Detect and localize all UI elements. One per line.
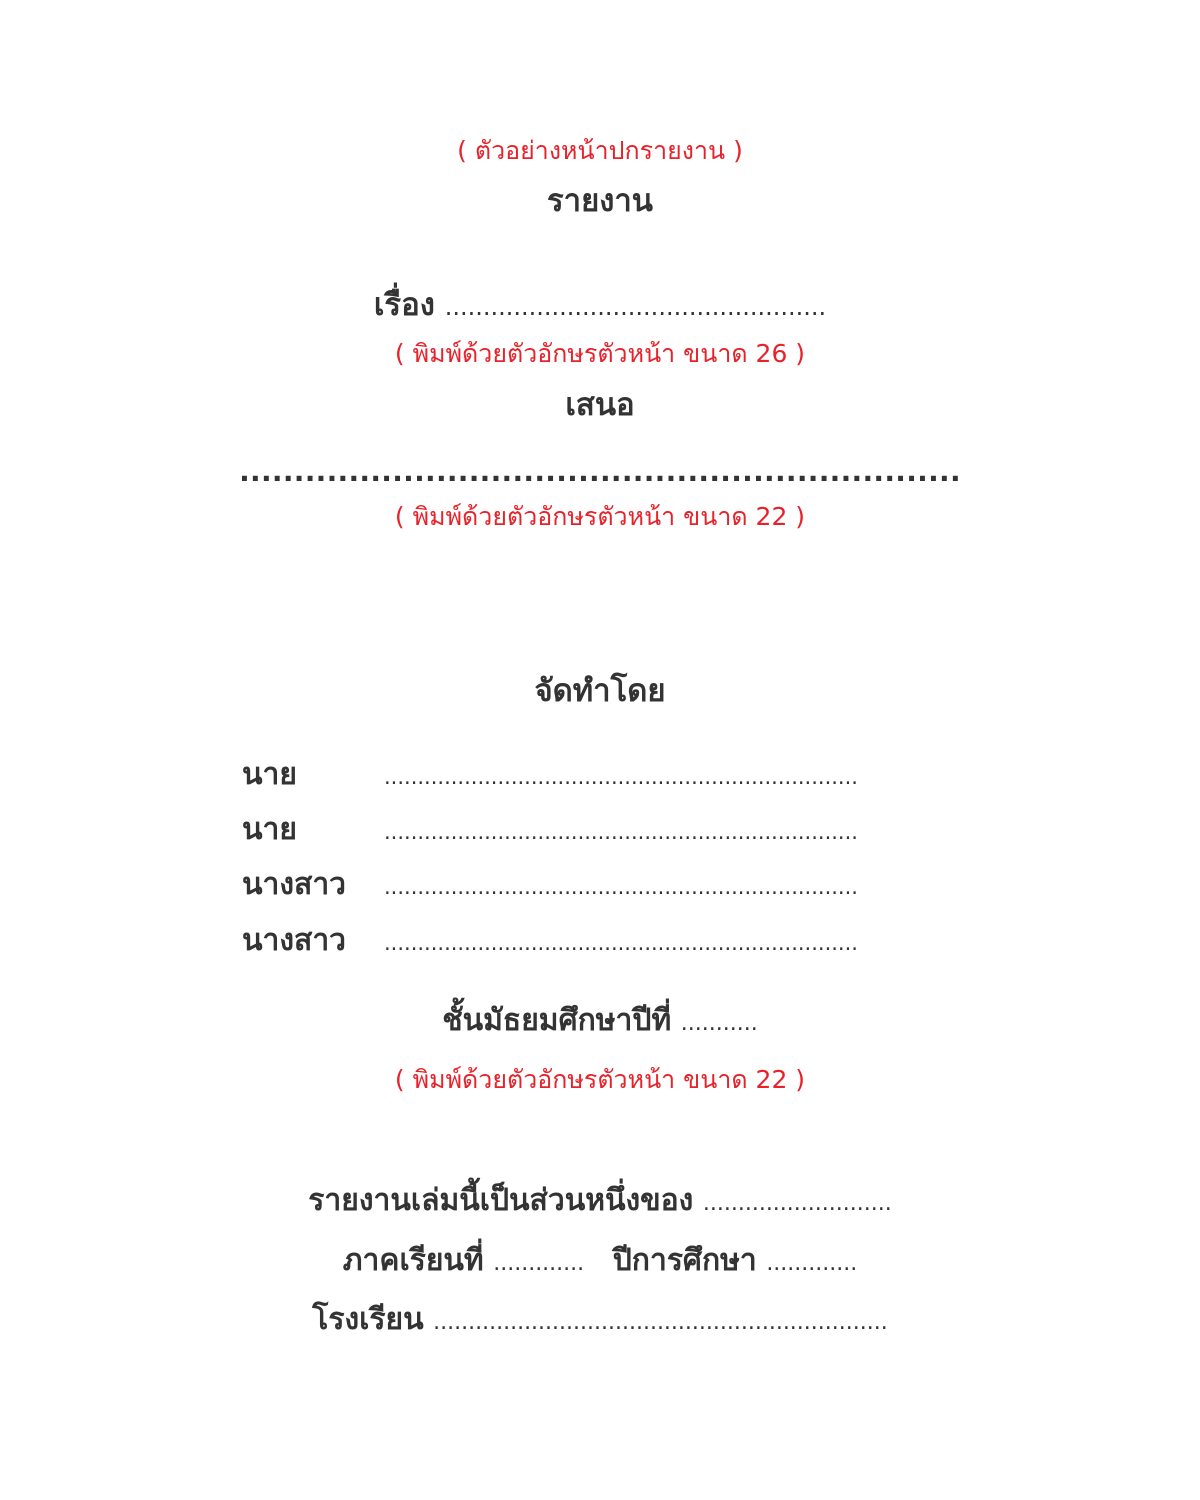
subject-note: ( พิมพ์ด้วยตัวอักษรตัวหน้า ขนาด 26 ) (394, 339, 806, 368)
member-title: นาย (242, 757, 297, 792)
subject-label: เรื่อง (373, 287, 435, 323)
member-blank: ....................................................................... (384, 765, 858, 789)
school-label: โรงเรียน (312, 1302, 424, 1337)
member-title: นางสาว (242, 923, 347, 958)
school-blank: ................................................................. (433, 1310, 888, 1335)
grade-blank: ........... (680, 1011, 758, 1036)
prepared-by-label: จัดทำโดย (534, 673, 666, 709)
member-blank: ....................................................................... (384, 931, 858, 955)
member-row (242, 867, 858, 902)
grade-line (0, 1003, 1200, 1038)
subject-line (0, 287, 1200, 323)
present-label: เสนอ (565, 387, 635, 423)
member-title: นาย (242, 812, 297, 847)
report-title: รายงาน (547, 183, 653, 219)
semester-blank: ............. (493, 1251, 585, 1276)
grade-label: ชั้นมัธยมศึกษาปีที่ (442, 1003, 672, 1038)
year-blank: ............. (766, 1251, 858, 1276)
member-blank: ....................................................................... (384, 875, 858, 899)
present-blank: .................................................................. (239, 455, 961, 488)
member-blank: ....................................................................... (384, 820, 858, 844)
part-of-line (0, 1183, 1200, 1218)
year-label: ปีการศึกษา (612, 1243, 757, 1278)
sample-note: ( ตัวอย่างหน้าปกรายงาน ) (457, 136, 743, 165)
part-of-blank: ........................... (702, 1191, 892, 1216)
school-line (0, 1302, 1200, 1337)
grade-note: ( พิมพ์ด้วยตัวอักษรตัวหน้า ขนาด 22 ) (394, 1065, 806, 1094)
semester-year-line (0, 1243, 1200, 1278)
member-row (242, 812, 858, 847)
member-title: นางสาว (242, 867, 347, 902)
subject-blank: .................................................. (444, 293, 827, 321)
member-row (242, 923, 858, 958)
member-row (242, 757, 858, 792)
semester-label: ภาคเรียนที่ (342, 1243, 484, 1278)
part-of-label: รายงานเล่มนี้เป็นส่วนหนึ่งของ (308, 1183, 694, 1218)
present-note: ( พิมพ์ด้วยตัวอักษรตัวหน้า ขนาด 22 ) (394, 502, 806, 531)
